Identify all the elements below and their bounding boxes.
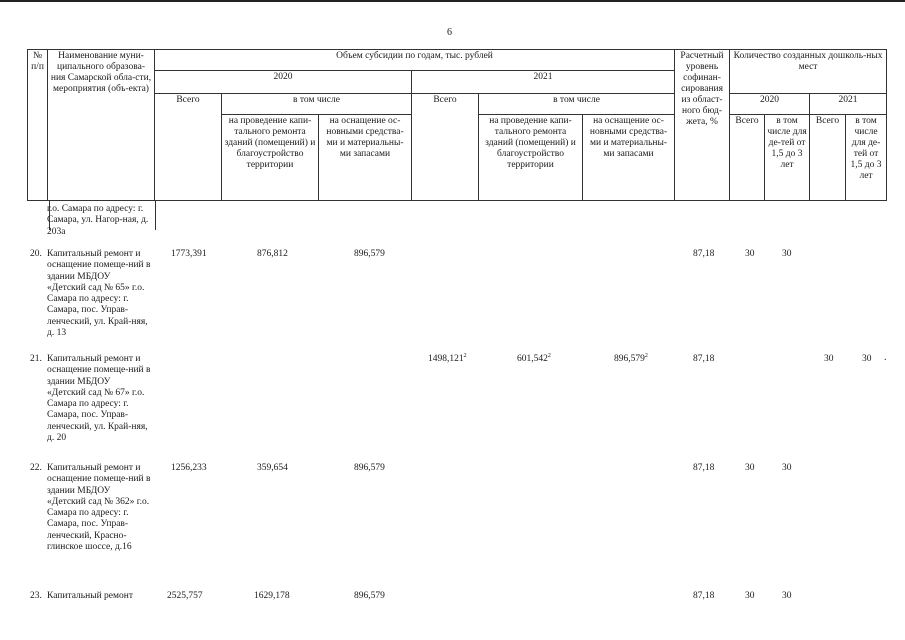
rate: 87,18 xyxy=(693,463,715,473)
places-2021-toddlers: 30 xyxy=(862,354,872,364)
row-name: Капитальный ремонт xyxy=(47,591,134,601)
header-equip-2021: на оснащение ос-новными средства-ми и материальны-ми запасами xyxy=(583,115,675,201)
row-number: 22. xyxy=(30,463,42,473)
header-total-2020: Всего xyxy=(155,94,222,201)
places-2020: 30 xyxy=(745,249,755,259)
places-2020: 30 xyxy=(745,591,755,601)
places-year-2021: 2021 xyxy=(810,94,887,115)
equip-2020: 896,579 xyxy=(354,463,385,473)
stray-mark: . xyxy=(884,352,887,363)
places-2021: 30 xyxy=(824,354,834,364)
rate: 87,18 xyxy=(693,354,715,364)
header-subsidy: Объем субсидии по годам, тыс. рублей xyxy=(155,50,675,71)
header-places: Количество созданных дошколь-ных мест xyxy=(730,50,887,94)
header-num: № п/п xyxy=(28,50,48,201)
row-number: 23. xyxy=(30,591,42,601)
row-name: Капитальный ремонт и оснащение помеще-ний в здании МБДОУ «Детский сад № 65» г.о. Самара по адресу: г. Самара, пос. Управ-ленческий, ул. Край-няя, д. 13 xyxy=(47,249,151,339)
equip-2020: 896,579 xyxy=(354,249,385,259)
total-2020: 1256,233 xyxy=(171,463,207,473)
header-including-2021: в том числе xyxy=(479,94,675,115)
header-total-2021: Всего xyxy=(412,94,479,201)
equip-2021: 896,579$^2$ xyxy=(614,352,648,364)
header-year-2021: 2021 xyxy=(412,71,675,94)
total-2020: 1773,391 xyxy=(171,249,207,259)
row-name: Капитальный ремонт и оснащение помеще-ний в здании МБДОУ «Детский сад № 67» г.о. Самара по адресу: г. Самара, пос. Управ-ленческий, ул. Край-няя, д. 20 xyxy=(47,354,151,444)
repair-2020: 359,654 xyxy=(257,463,288,473)
places-year-2020: 2020 xyxy=(730,94,810,115)
continuation-text: г.о. Самара по адресу: г. Самара, ул. Нагор-ная, д. 203а xyxy=(47,204,149,237)
places-total-2020: Всего xyxy=(730,115,765,201)
header-repair-2020: на проведение капи-тального ремонта зданий (помещений) и благоустройство территории xyxy=(222,115,319,201)
top-border-line xyxy=(0,0,905,2)
places-2020-toddlers: 30 xyxy=(782,463,792,473)
repair-2020: 1629,178 xyxy=(254,591,290,601)
repair-2020: 876,812 xyxy=(257,249,288,259)
places-2020: 30 xyxy=(745,463,755,473)
total-2021: 1498,121$^2$ xyxy=(428,352,467,364)
rate: 87,18 xyxy=(693,249,715,259)
places-2020-toddlers: 30 xyxy=(782,591,792,601)
row-name: Капитальный ремонт и оснащение помеще-ний в здании МБДОУ «Детский сад № 362» г.о. Самара по адресу: г. Самара, пос. Управ-ленческий, Красно-глинское шоссе, д.16 xyxy=(47,463,151,553)
row-number: 21. xyxy=(30,354,42,364)
rate: 87,18 xyxy=(693,591,715,601)
header-year-2020: 2020 xyxy=(155,71,412,94)
page-number: 6 xyxy=(447,27,452,38)
places-total-2021: Всего xyxy=(810,115,846,201)
total-2020: 2525,757 xyxy=(167,591,203,601)
header-equip-2020: на оснащение ос-новными средства-ми и материальны-ми запасами xyxy=(319,115,412,201)
header-repair-2021: на проведение капи-тального ремонта зданий (помещений) и благоустройство территории xyxy=(479,115,583,201)
header-table xyxy=(27,49,887,201)
header-rate: Расчетный уровень софинан-сирования из област-ного бюд-жета, % xyxy=(675,50,730,201)
row-number: 20. xyxy=(30,249,42,259)
equip-2020: 896,579 xyxy=(354,591,385,601)
places-2020-toddlers: 30 xyxy=(782,249,792,259)
header-name: Наименование муни-ципального образова-ния Самарской обла-сти, мероприятия (объ-екта) xyxy=(48,50,155,201)
column-line xyxy=(155,200,156,230)
repair-2021: 601,542$^2$ xyxy=(517,352,551,364)
places-incl-2020: в том числе для де-тей от 1,5 до 3 лет xyxy=(765,115,810,201)
places-incl-2021: в том числе для де-тей от 1,5 до 3 лет xyxy=(846,115,887,201)
header-including-2020: в том числе xyxy=(222,94,412,115)
